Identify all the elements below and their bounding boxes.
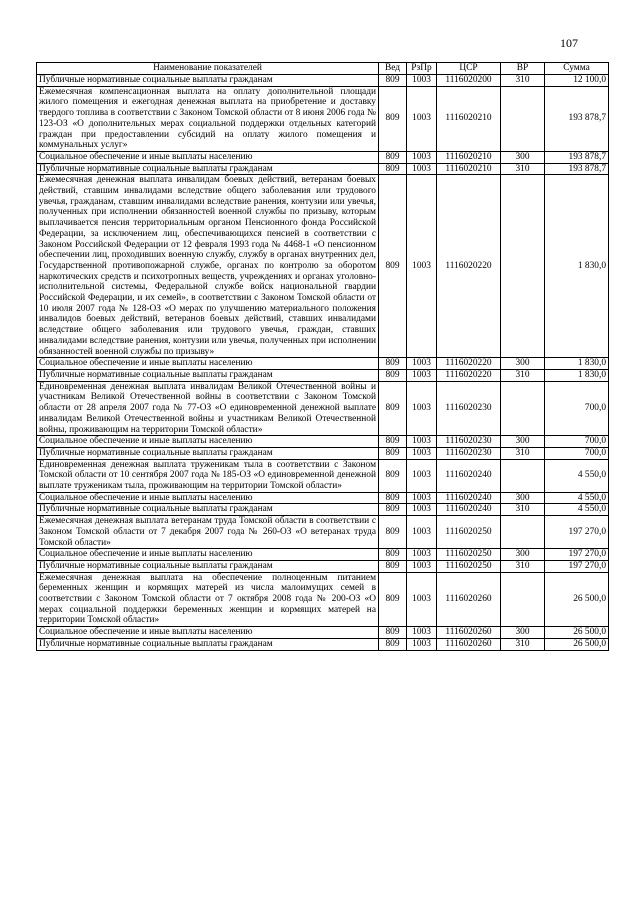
cell-rzpr: 1003 bbox=[407, 175, 437, 358]
cell-rzpr: 1003 bbox=[407, 86, 437, 151]
cell-ved: 809 bbox=[379, 163, 407, 175]
cell-csr: 1116020250 bbox=[437, 549, 501, 561]
table-row bbox=[37, 572, 609, 627]
cell-sum: 700,0 bbox=[545, 447, 609, 459]
header-csr: ЦСР bbox=[437, 63, 501, 75]
cell-name: Публичные нормативные социальные выплаты гражданам bbox=[37, 163, 379, 175]
cell-ved: 809 bbox=[379, 175, 407, 358]
cell-ved: 809 bbox=[379, 436, 407, 448]
cell-name: Ежемесячная денежная выплата на обеспечение полноценным питанием беременных женщин и кормящих матерей из числа малоимущих семей в соответствии с Законом Томской области от 7 октября 2008 года № 200-ОЗ «О мерах социальной поддержки беременных женщин и кормящих матерей на территории Томской области» bbox=[37, 572, 379, 627]
cell-rzpr: 1003 bbox=[407, 627, 437, 639]
cell-csr: 1116020230 bbox=[437, 447, 501, 459]
page-number: 107 bbox=[560, 36, 578, 50]
table-row bbox=[37, 381, 609, 436]
table-row bbox=[37, 492, 609, 504]
cell-name: Социальное обеспечение и иные выплаты населению bbox=[37, 151, 379, 163]
header-sum: Сумма bbox=[545, 63, 609, 75]
cell-csr: 1116020250 bbox=[437, 516, 501, 549]
cell-ved: 809 bbox=[379, 638, 407, 650]
cell-rzpr: 1003 bbox=[407, 549, 437, 561]
cell-csr: 1116020220 bbox=[437, 358, 501, 370]
table-row bbox=[37, 447, 609, 459]
cell-ved: 809 bbox=[379, 549, 407, 561]
cell-vr bbox=[501, 459, 545, 492]
cell-sum: 26 500,0 bbox=[545, 572, 609, 627]
table-header-row bbox=[37, 63, 609, 75]
cell-sum: 26 500,0 bbox=[545, 638, 609, 650]
cell-csr: 1116020260 bbox=[437, 638, 501, 650]
cell-name: Публичные нормативные социальные выплаты гражданам bbox=[37, 369, 379, 381]
cell-vr: 300 bbox=[501, 492, 545, 504]
cell-name: Публичные нормативные социальные выплаты гражданам bbox=[37, 504, 379, 516]
table-row bbox=[37, 516, 609, 549]
cell-csr: 1116020220 bbox=[437, 369, 501, 381]
cell-rzpr: 1003 bbox=[407, 560, 437, 572]
cell-name: Публичные нормативные социальные выплаты гражданам bbox=[37, 638, 379, 650]
cell-rzpr: 1003 bbox=[407, 75, 437, 87]
cell-vr bbox=[501, 572, 545, 627]
cell-ved: 809 bbox=[379, 151, 407, 163]
header-vr: ВР bbox=[501, 63, 545, 75]
cell-ved: 809 bbox=[379, 560, 407, 572]
cell-sum: 26 500,0 bbox=[545, 627, 609, 639]
cell-rzpr: 1003 bbox=[407, 381, 437, 436]
table-row bbox=[37, 151, 609, 163]
table-row bbox=[37, 358, 609, 370]
cell-ved: 809 bbox=[379, 75, 407, 87]
cell-csr: 1116020220 bbox=[437, 175, 501, 358]
cell-ved: 809 bbox=[379, 381, 407, 436]
cell-vr: 310 bbox=[501, 75, 545, 87]
cell-csr: 1116020210 bbox=[437, 86, 501, 151]
cell-name: Публичные нормативные социальные выплаты гражданам bbox=[37, 75, 379, 87]
cell-name: Социальное обеспечение и иные выплаты населению bbox=[37, 627, 379, 639]
cell-name: Социальное обеспечение и иные выплаты населению bbox=[37, 436, 379, 448]
cell-rzpr: 1003 bbox=[407, 504, 437, 516]
cell-ved: 809 bbox=[379, 627, 407, 639]
cell-ved: 809 bbox=[379, 516, 407, 549]
cell-name: Ежемесячная денежная выплата инвалидам боевых действий, ветеранам боевых действий, ставшим инвалидами вследствие общего заболевания или трудового увечья, гражданам, ставшим инвалидами вследствие ранения, контузии или увечья, полученных при исполнении обязанностей военной службы по призыву, которым выплачивается пенсия территориальным органом Пенсионного фонда Российской Федерации, за исключением лиц, обеспечивающихся пенсией в соответствии с Законом Российской Федерации от 12 февраля 1993 года № 4468-1 «О пенсионном обеспечении лиц, проходивших военную службу, службу в органах внутренних дел, Государственной противопожарной службе, органах по контролю за оборотом наркотических средств и психотропных веществ, учреждениях и органах уголовно-исполнительной системы, Федеральной службе войск национальной гвардии Российской Федерации, и их семей», в соответствии с Законом Томской области от 10 июля 2007 года № 128-ОЗ «О мерах по улучшению материального положения инвалидов боевых действий, ветеранов боевых действий, ставших инвалидами вследствие общего заболевания или трудового увечья, граждан, ставших инвалидами вследствие ранения, контузии или увечья, полученных при исполнении обязанностей военной службы по призыву» bbox=[37, 175, 379, 358]
cell-ved: 809 bbox=[379, 572, 407, 627]
cell-name: Публичные нормативные социальные выплаты гражданам bbox=[37, 560, 379, 572]
cell-csr: 1116020200 bbox=[437, 75, 501, 87]
cell-ved: 809 bbox=[379, 86, 407, 151]
header-ved: Вед bbox=[379, 63, 407, 75]
table-row bbox=[37, 504, 609, 516]
cell-vr bbox=[501, 175, 545, 358]
table-row bbox=[37, 459, 609, 492]
cell-vr bbox=[501, 381, 545, 436]
cell-rzpr: 1003 bbox=[407, 459, 437, 492]
cell-sum: 197 270,0 bbox=[545, 516, 609, 549]
cell-sum: 4 550,0 bbox=[545, 459, 609, 492]
cell-sum: 193 878,7 bbox=[545, 163, 609, 175]
cell-rzpr: 1003 bbox=[407, 516, 437, 549]
cell-vr: 310 bbox=[501, 163, 545, 175]
cell-name: Социальное обеспечение и иные выплаты населению bbox=[37, 492, 379, 504]
cell-sum: 700,0 bbox=[545, 436, 609, 448]
cell-rzpr: 1003 bbox=[407, 436, 437, 448]
cell-csr: 1116020210 bbox=[437, 163, 501, 175]
table-row bbox=[37, 369, 609, 381]
cell-ved: 809 bbox=[379, 358, 407, 370]
table-row bbox=[37, 175, 609, 358]
cell-vr bbox=[501, 516, 545, 549]
cell-ved: 809 bbox=[379, 369, 407, 381]
cell-sum: 193 878,7 bbox=[545, 151, 609, 163]
cell-name: Единовременная денежная выплата труженикам тыла в соответствии с Законом Томской области от 10 сентября 2007 года № 185-ОЗ «О единовременной денежной выплате труженикам тыла, проживающим на территории Томской области» bbox=[37, 459, 379, 492]
cell-csr: 1116020210 bbox=[437, 151, 501, 163]
cell-rzpr: 1003 bbox=[407, 151, 437, 163]
table-row bbox=[37, 75, 609, 87]
cell-sum: 197 270,0 bbox=[545, 549, 609, 561]
cell-sum: 4 550,0 bbox=[545, 492, 609, 504]
cell-vr: 300 bbox=[501, 436, 545, 448]
cell-sum: 700,0 bbox=[545, 381, 609, 436]
table-row bbox=[37, 549, 609, 561]
cell-ved: 809 bbox=[379, 447, 407, 459]
cell-ved: 809 bbox=[379, 459, 407, 492]
header-name: Наименование показателей bbox=[37, 63, 379, 75]
cell-ved: 809 bbox=[379, 492, 407, 504]
cell-vr: 310 bbox=[501, 560, 545, 572]
cell-csr: 1116020230 bbox=[437, 381, 501, 436]
cell-vr: 310 bbox=[501, 369, 545, 381]
header-rzpr: РзПр bbox=[407, 63, 437, 75]
cell-csr: 1116020240 bbox=[437, 459, 501, 492]
table-row bbox=[37, 163, 609, 175]
cell-csr: 1116020260 bbox=[437, 572, 501, 627]
cell-ved: 809 bbox=[379, 504, 407, 516]
table-row bbox=[37, 436, 609, 448]
cell-name: Ежемесячная компенсационная выплата на оплату дополнительной площади жилого помещения и ежегодная денежная выплата на приобретение и доставку твердого топлива в соответствии с Законом Томской области от 8 июня 2006 года № 123-ОЗ «О дополнительных мерах социальной поддержки отдельных категорий граждан при предоставлении субсидий на оплату жилого помещения и коммунальных услуг» bbox=[37, 86, 379, 151]
cell-vr: 300 bbox=[501, 358, 545, 370]
budget-table bbox=[36, 62, 609, 651]
cell-name: Публичные нормативные социальные выплаты гражданам bbox=[37, 447, 379, 459]
table-body bbox=[37, 75, 609, 651]
table-row bbox=[37, 638, 609, 650]
cell-vr: 310 bbox=[501, 638, 545, 650]
cell-sum: 193 878,7 bbox=[545, 86, 609, 151]
cell-csr: 1116020240 bbox=[437, 504, 501, 516]
cell-name: Ежемесячная денежная выплата ветеранам труда Томской области в соответствии с Законом Томской области от 7 декабря 2007 года № 260-ОЗ «О ветеранах труда Томской области» bbox=[37, 516, 379, 549]
cell-rzpr: 1003 bbox=[407, 447, 437, 459]
table-row bbox=[37, 560, 609, 572]
table-row bbox=[37, 86, 609, 151]
cell-sum: 1 830,0 bbox=[545, 369, 609, 381]
cell-sum: 197 270,0 bbox=[545, 560, 609, 572]
cell-name: Единовременная денежная выплата инвалидам Великой Отечественной войны и участникам Великой Отечественной войны в соответствии с Законом Томской области от 28 апреля 2007 года № 77-ОЗ «О единовременной денежной выплате инвалидам Великой Отечественной войны и участникам Великой Отечественной войны, проживающим на территории Томской области» bbox=[37, 381, 379, 436]
cell-rzpr: 1003 bbox=[407, 572, 437, 627]
cell-name: Социальное обеспечение и иные выплаты населению bbox=[37, 549, 379, 561]
cell-sum: 1 830,0 bbox=[545, 175, 609, 358]
cell-vr: 310 bbox=[501, 504, 545, 516]
cell-vr: 310 bbox=[501, 447, 545, 459]
cell-vr: 300 bbox=[501, 549, 545, 561]
cell-csr: 1116020260 bbox=[437, 627, 501, 639]
cell-vr bbox=[501, 86, 545, 151]
cell-csr: 1116020230 bbox=[437, 436, 501, 448]
cell-name: Социальное обеспечение и иные выплаты населению bbox=[37, 358, 379, 370]
cell-sum: 12 100,0 bbox=[545, 75, 609, 87]
cell-vr: 300 bbox=[501, 627, 545, 639]
table-row bbox=[37, 627, 609, 639]
cell-rzpr: 1003 bbox=[407, 163, 437, 175]
cell-csr: 1116020240 bbox=[437, 492, 501, 504]
cell-sum: 1 830,0 bbox=[545, 358, 609, 370]
cell-csr: 1116020250 bbox=[437, 560, 501, 572]
cell-rzpr: 1003 bbox=[407, 492, 437, 504]
cell-rzpr: 1003 bbox=[407, 638, 437, 650]
cell-vr: 300 bbox=[501, 151, 545, 163]
cell-rzpr: 1003 bbox=[407, 358, 437, 370]
cell-rzpr: 1003 bbox=[407, 369, 437, 381]
cell-sum: 4 550,0 bbox=[545, 504, 609, 516]
